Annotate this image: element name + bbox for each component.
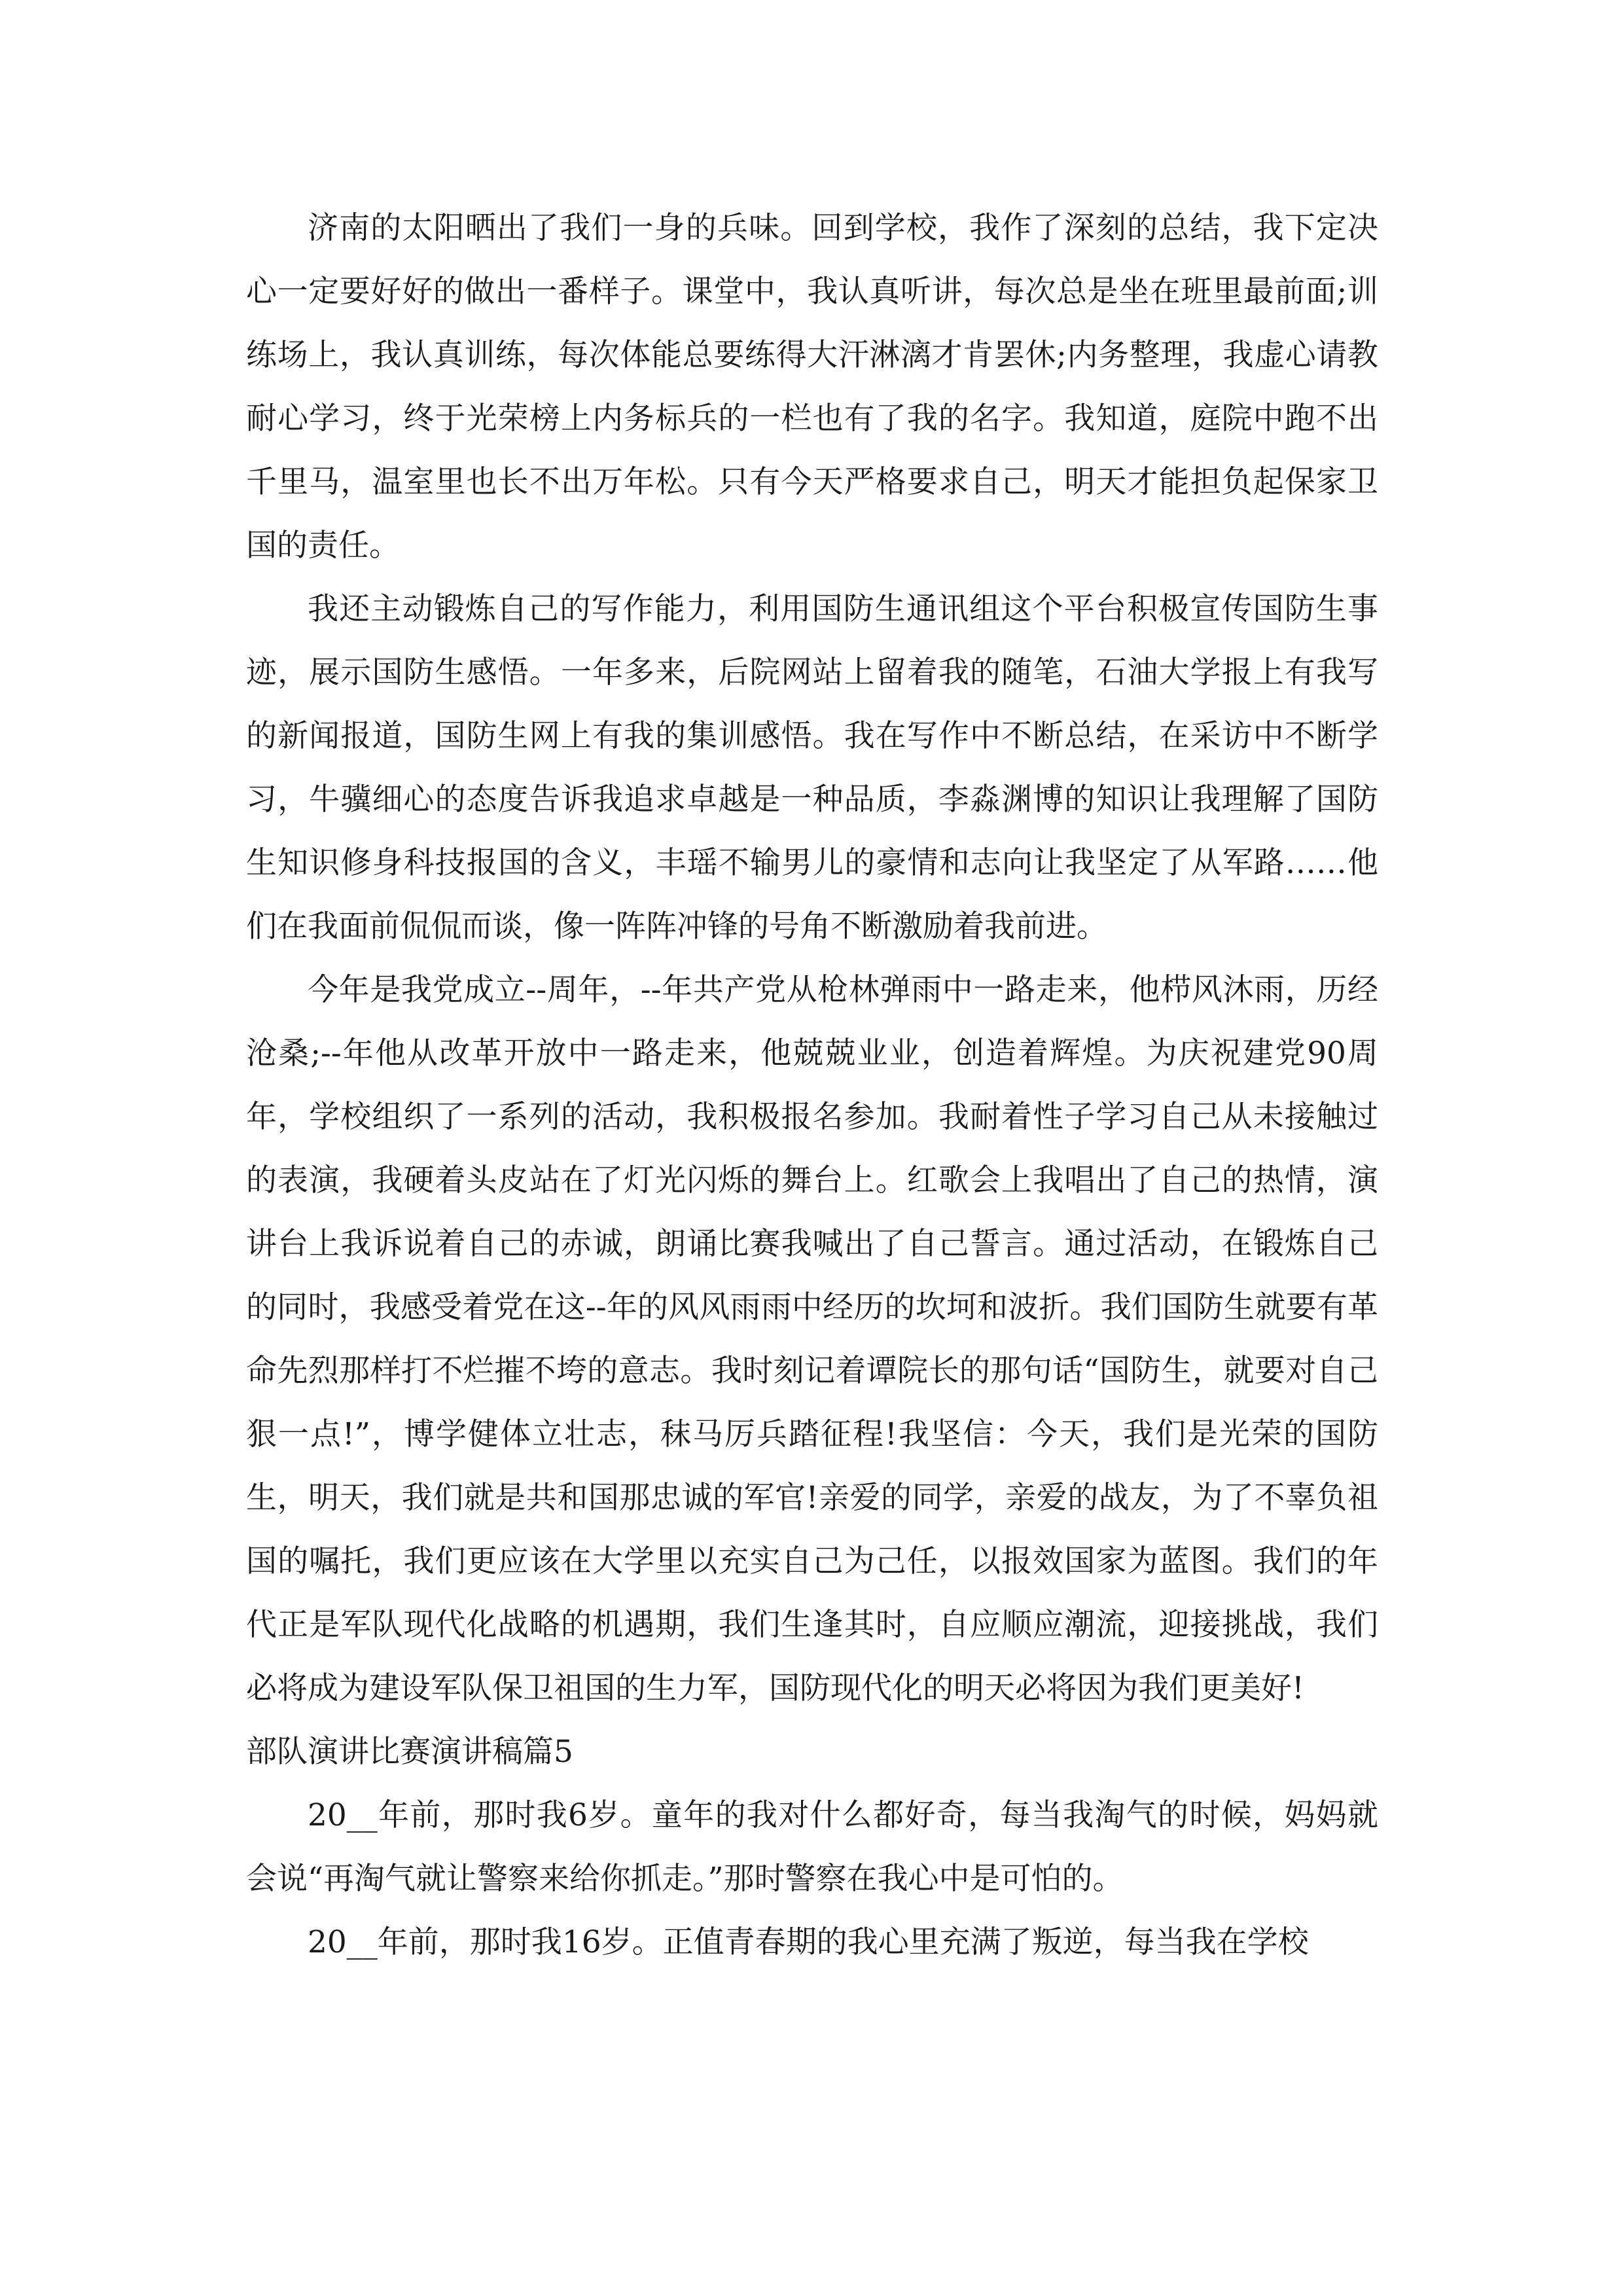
document-body — [246, 196, 1378, 1974]
paragraph-5: 20__年前，那时我16岁。正值青春期的我心里充满了叛逆，每当我在学校 — [308, 1924, 1309, 1960]
paragraph-2: 我还主动锻炼自己的写作能力，利用国防生通讯组这个平台积极宣传国防生事迹，展示国防生感悟。一年多来，后院网站上留着我的随笔，石油大学报上有我写的新闻报道，国防生网上有我的集训感悟。我在写作中不断总结，在采访中不断学习，牛骥细心的态度告诉我追求卓越是一种品质，李淼渊博的知识让我理解了国防生知识修身科技报国的含义，丰瑶不输男儿的豪情和志向让我坚定了从军路……他们在我面前侃侃而谈，像一阵阵冲锋的号角不断激励着我前进。 — [246, 591, 1378, 944]
section-heading: 部队演讲比赛演讲稿篇5 — [246, 1734, 573, 1770]
paragraph-3: 今年是我党成立--周年，--年共产党从枪林弹雨中一路走来，他栉风沐雨，历经沧桑;--年他从改革开放中一路走来，他兢兢业业，创造着辉煌。为庆祝建党90周年，学校组织了一系列的活动，我积极报名参加。我耐着性子学习自己从未接触过的表演，我硬着头皮站在了灯光闪烁的舞台上。红歌会上我唱出了自己的热情，演讲台上我诉说着自己的赤诚，朗诵比赛我喊出了自己誓言。通过活动，在锻炼自己的同时，我感受着党在这--年的风风雨雨中经历的坎坷和波折。我们国防生就要有革命先烈那样打不烂摧不垮的意志。我时刻记着谭院长的那句话“国防生，就要对自己狠一点!”，博学健体立壮志，秣马厉兵踏征程!我坚信：今天，我们是光荣的国防生，明天，我们就是共和国那忠诚的军官!亲爱的同学，亲爱的战友，为了不辜负祖国的嘱托，我们更应该在大学里以充实自己为己任，以报效国家为蓝图。我们的年代正是军队现代化战略的机遇期，我们生逢其时，自应顺应潮流，迎接挑战，我们必将成为建设军队保卫祖国的生力军，国防现代化的明天必将因为我们更美好! — [246, 972, 1378, 1706]
paragraph-4: 20__年前，那时我6岁。童年的我对什么都好奇，每当我淘气的时候，妈妈就会说“再淘气就让警察来给你抓走。”那时警察在我心中是可怕的。 — [246, 1797, 1378, 1897]
paragraph-1: 济南的太阳晒出了我们一身的兵味。回到学校，我作了深刻的总结，我下定决心一定要好好的做出一番样子。课堂中，我认真听讲，每次总是坐在班里最前面;训练场上，我认真训练，每次体能总要练得大汗淋漓才肯罢休;内务整理，我虚心请教耐心学习，终于光荣榜上内务标兵的一栏也有了我的名字。我知道，庭院中跑不出千里马，温室里也长不出万年松。只有今天严格要求自己，明天才能担负起保家卫国的责任。 — [246, 210, 1378, 564]
